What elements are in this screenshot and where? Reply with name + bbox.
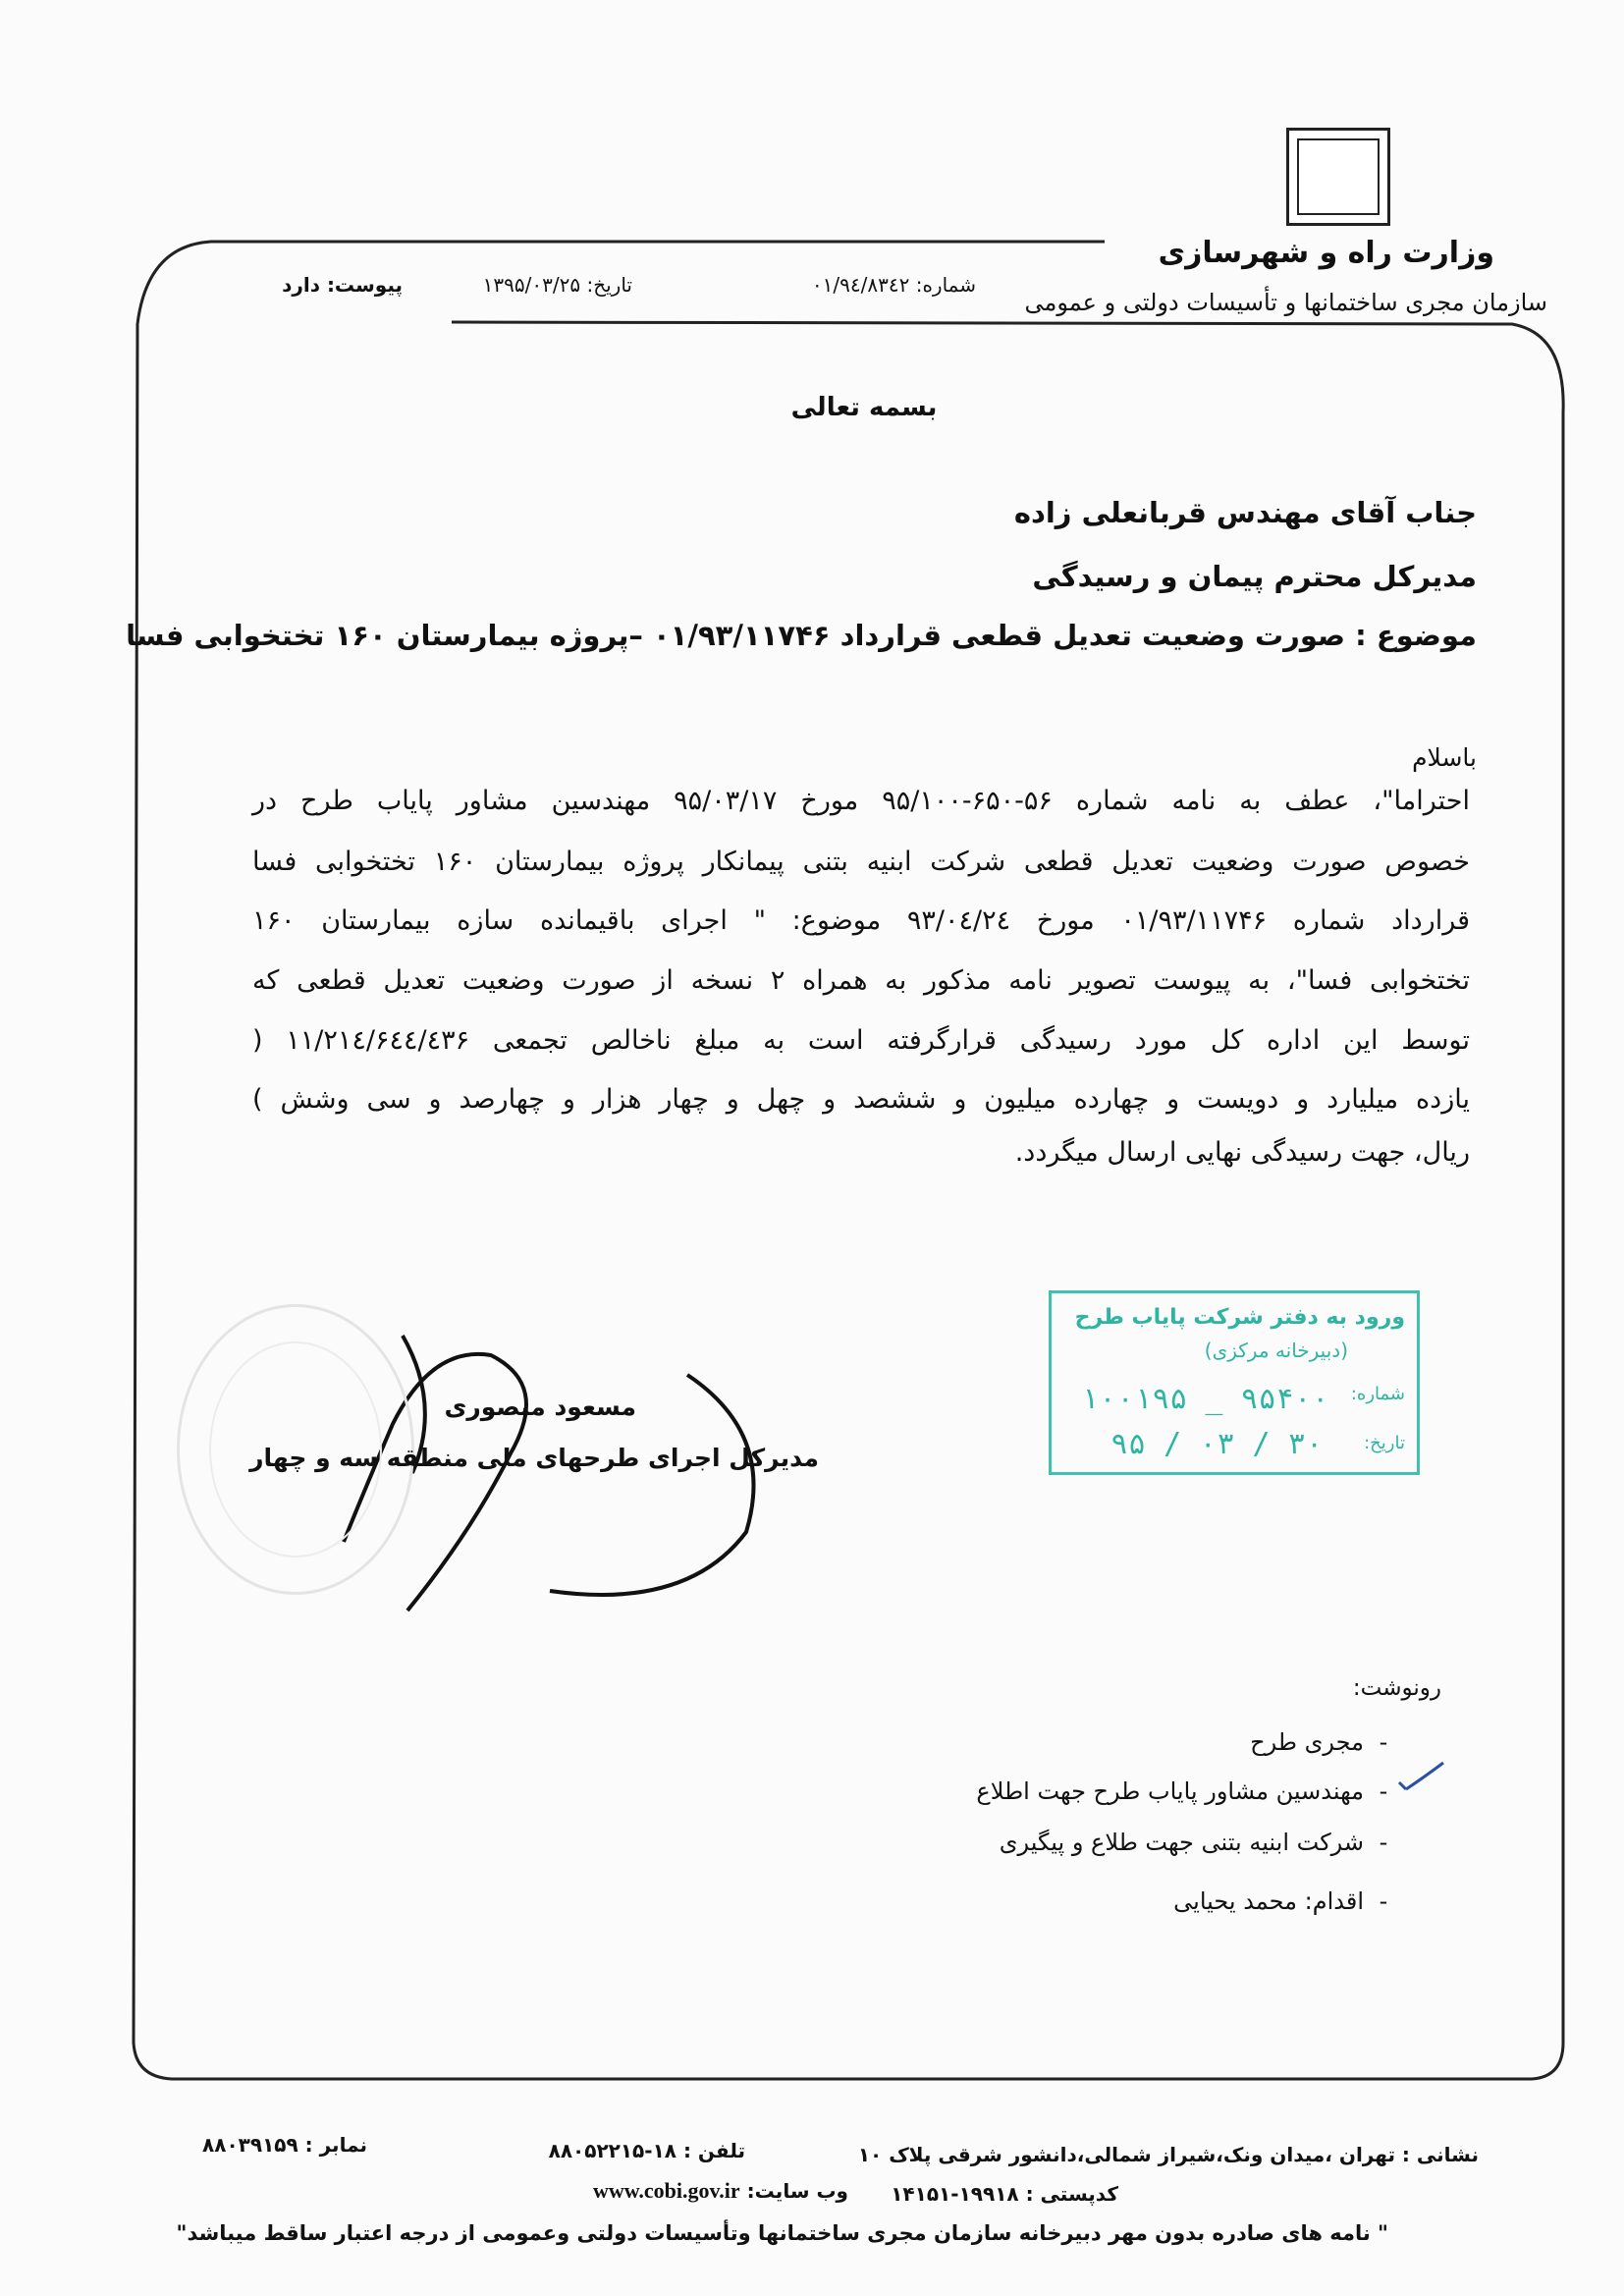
body-line: احتراما"، عطف به نامه شماره ۵۶-۶۵۰-۹۵/۱۰۰ مورخ ۹۵/۰۳/۱۷ مهندسین مشاور پایاب طرح در: [252, 786, 1470, 816]
stamp-date: ۹۵ / ۰۳ / ۳۰: [1110, 1427, 1324, 1461]
stamp-number: ۱۰۰۱۹۵ _ ۹۵۴۰۰: [1081, 1382, 1329, 1416]
date-value: ۱۳۹۵/۰۳/۲۵: [482, 273, 581, 297]
stamp-number-label: شماره:: [1350, 1384, 1405, 1404]
emblem-icon: [1286, 128, 1390, 226]
cc-item-text: شرکت ابنیه بتنی جهت طلاع و پیگیری: [999, 1829, 1364, 1856]
body-line: تختخوابی فسا"، به پیوست تصویر نامه مذکور به همراه ۲ نسخه از صورت وضعیت تعدیل قطعی که: [252, 965, 1470, 996]
cc-item-text: اقدام: محمد یحیایی: [1173, 1887, 1364, 1915]
footer-fax: نمابر : ۸۸۰۳۹۱۵۹: [202, 2133, 367, 2157]
invocation: بسمه تعالی: [790, 393, 938, 422]
body-line: توسط این اداره کل مورد رسیدگی قرارگرفته است به مبلغ ناخالص تجمعی ۱۱/۲۱٤/۶٤٤/٤۳۶ (: [252, 1025, 1470, 1056]
stamp-line2: (دبیرخانه مرکزی): [1204, 1339, 1348, 1362]
body-line: قرارداد شماره ۰۱/۹۳/۱۱۷۴۶ مورخ ۹۳/۰٤/۲٤ موضوع: " اجرای باقیمانده سازه بیمارستان ۱۶۰: [252, 905, 1471, 936]
cc-item-text: مهندسین مشاور پایاب طرح جهت اطلاع: [976, 1777, 1364, 1805]
cc-item-text: مجری طرح: [1250, 1728, 1364, 1756]
cc-item: -شرکت ابنیه بتنی جهت طلاع و پیگیری: [999, 1829, 1388, 1856]
footer-postal-code: کدپستی : ۱۹۹۱۸-۱۴۱۵۱: [891, 2182, 1118, 2206]
body-line: ریال، جهت رسیدگی نهایی ارسال میگردد.: [1014, 1137, 1470, 1168]
footer-phone: تلفن : ۱۸-۸۸۰۵۲۲۱۵: [548, 2139, 745, 2162]
cc-item: -مجری طرح: [1250, 1728, 1388, 1756]
attachment: پیوست: دارد: [282, 273, 403, 297]
website-link[interactable]: www.cobi.gov.ir: [592, 2178, 740, 2203]
website-label: وب سایت:: [746, 2179, 848, 2203]
stamp-line1: ورود به دفتر شرکت پایاب طرح: [1074, 1305, 1405, 1330]
cc-heading: رونوشت:: [1352, 1675, 1441, 1701]
greeting: باسلام: [1412, 743, 1477, 772]
footer-notice: " نامه های صادره بدون مهر دبیرخانه سازمان مجری ساختمانها وتأسیسات دولتی وعمومی از درجه اعتبار ساقط میباشد": [176, 2221, 1388, 2245]
body-line: یازده میلیارد و دویست و چهارده میلیون و ششصد و چهل و چهار هزار و چهارصد و سی وشش ): [252, 1084, 1470, 1115]
date-label: تاریخ:: [586, 273, 632, 297]
organization-name: سازمان مجری ساختمانها و تأسیسات دولتی و عمومی: [1024, 289, 1547, 316]
cc-item: -مهندسین مشاور پایاب طرح جهت اطلاع: [976, 1777, 1388, 1805]
subject: موضوع : صورت وضعیت تعدیل قطعی قرارداد ۰۱/۹۳/۱۱۷۴۶ –پروژه بیمارستان ۱۶۰ تختخوابی فسا: [126, 619, 1477, 652]
footer-website: [593, 2178, 848, 2204]
recipient: جناب آقای مهندس قربانعلی زاده: [1013, 496, 1477, 529]
body-line: خصوص صورت وضعیت تعدیل قطعی شرکت ابنیه بتنی پیمانکار پروژه بیمارستان ۱۶۰ تختخوابی فسا: [252, 847, 1470, 877]
ministry-name: وزارت راه و شهرسازی: [1158, 236, 1494, 270]
received-stamp: [1049, 1290, 1420, 1475]
signer-title: مدیرکل اجرای طرحهای ملی منطقه سه و چهار: [249, 1444, 819, 1472]
footer-address: نشانی : تهران ،میدان ونک،شیراز شمالی،دانشور شرقی پلاک ۱۰: [857, 2143, 1479, 2166]
recipient-title: مدیرکل محترم پیمان و رسیدگی: [1032, 560, 1477, 593]
letter-date: [483, 273, 632, 297]
cc-item: -اقدام: محمد یحیایی: [1173, 1887, 1388, 1915]
number-label: شماره:: [915, 273, 976, 297]
letter-number: [812, 273, 976, 297]
stamp-date-label: تاریخ:: [1364, 1433, 1405, 1453]
signer-name: مسعود منصوری: [444, 1393, 636, 1421]
checkmark-icon: [1399, 1763, 1443, 1789]
number-value: ۰۱/۹٤/۸۳٤۲: [811, 273, 910, 297]
